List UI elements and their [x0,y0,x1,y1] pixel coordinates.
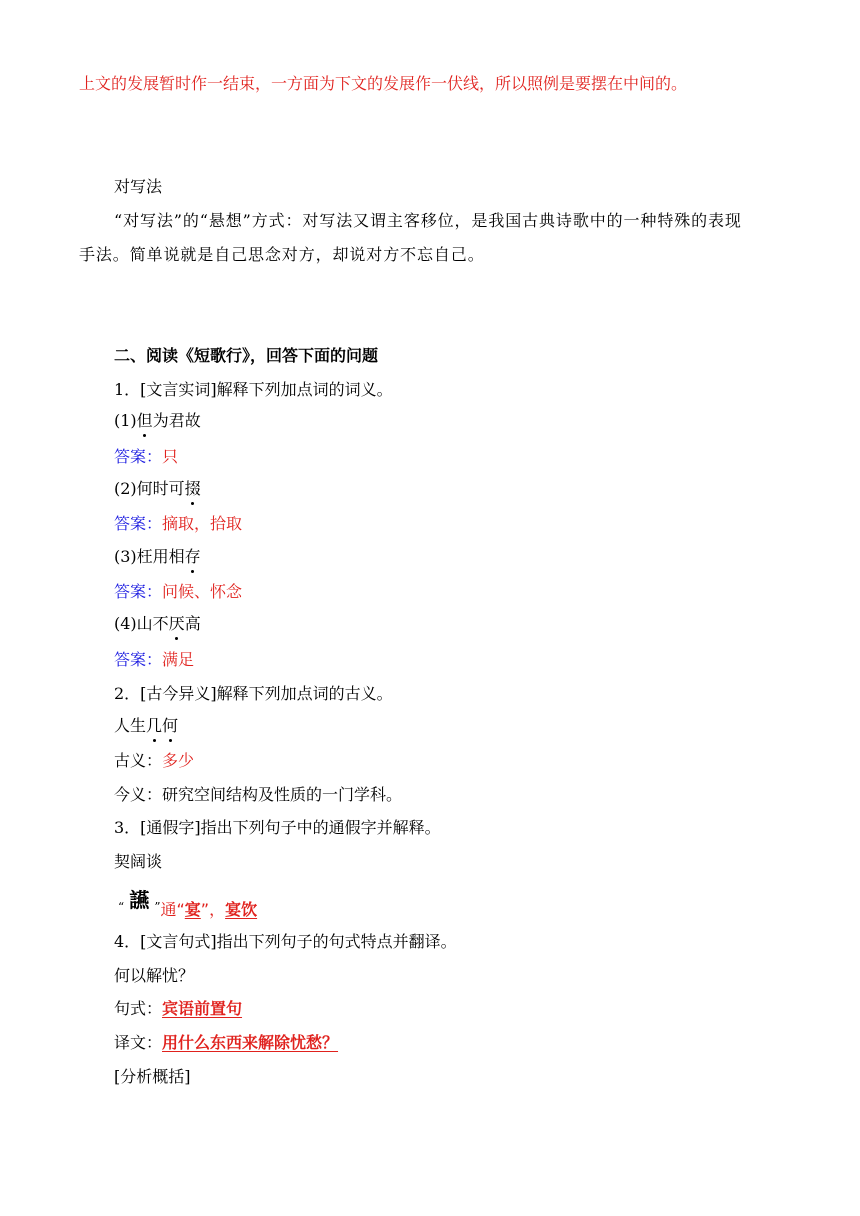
q3-prompt: 3．[通假字]指出下列句子中的通假字并解释。 [114,818,441,837]
q1-item-3-dotted: 存 [184,547,201,566]
answer-label: 答案： [114,447,163,466]
q1-answer-1 [114,447,178,467]
form-value: 宾语前置句 [162,999,243,1018]
answer-label: 答案： [114,514,163,533]
q1-item-1-post: 为君故 [152,411,201,430]
q4-prompt: 4．[文言句式]指出下列句子的句式特点并翻译。 [114,932,457,951]
q1-answer-3 [114,582,242,602]
q1-item-4-pre: (4)山不 [114,614,169,633]
q1-item-1-pre: (1) [114,411,137,430]
tong-meaning: 宴饮 [225,900,258,919]
answer-value: 满足 [162,650,195,669]
q3-answer [118,888,258,921]
q1-item-3-pre: (3)枉用相 [114,547,185,566]
q1-item-4-dotted: 厌 [168,614,185,633]
q4-form [114,999,242,1019]
tong-text: 通“ [160,900,185,919]
q4-translation [114,1033,338,1053]
q2-dotted-2: 何 [162,716,179,735]
q4-sentence: 何以解忧？ [114,966,195,985]
trans-label: 译文： [114,1033,163,1052]
duixie-title: 对写法 [114,177,163,196]
duixie-para-line1: “对写法”的“悬想”方式：对写法又谓主客移位，是我国古典诗歌中的一种特殊的表现 [114,211,742,230]
jin-label: 今义： [114,785,163,804]
tong-char: 宴 [184,900,201,919]
q1-item-1-dotted: 但 [136,411,153,430]
q2-phrase-pre: 人生 [114,716,147,735]
answer-value: 问候、怀念 [162,582,243,601]
q2-prompt: 2．[古今异义]解释下列加点词的古义。 [114,684,393,703]
answer-label: 答案： [114,650,163,669]
trans-value: 用什么东西来解除忧愁？ [162,1033,339,1052]
q1-answer-2 [114,514,242,534]
tong-close: ”， [200,900,226,919]
duixie-para-line2: 手法。简单说就是自己思念对方，却说对方不忘自己。 [79,245,485,264]
q1-item-2 [114,479,201,499]
q1-item-3 [114,547,201,567]
section-heading: 二、阅读《短歌行》，回答下面的问题 [114,346,379,365]
analysis-label: [分析概括] [114,1067,191,1086]
q2-jin [114,785,402,805]
q3-phrase: 契阔谈 [114,852,163,871]
q2-phrase [114,716,178,736]
q1-item-1 [114,411,201,431]
q1-answer-4 [114,650,194,670]
open-quote: “ [118,900,125,914]
q1-item-2-dotted: 掇 [184,479,201,498]
q2-gu [114,751,194,771]
close-quote: ” [154,900,161,914]
tongjia-char: 讌 [129,888,150,912]
gu-value: 多少 [162,751,195,770]
q1-item-2-pre: (2)何时可 [114,479,185,498]
q1-item-4 [114,614,201,634]
gu-label: 古义： [114,751,163,770]
form-label: 句式： [114,999,163,1018]
answer-label: 答案： [114,582,163,601]
q2-dotted-1: 几 [146,716,163,735]
jin-value: 研究空间结构及性质的一门学科。 [162,785,403,804]
intro-line: 上文的发展暂时作一结束，一方面为下文的发展作一伏线，所以照例是要摆在中间的。 [79,74,688,93]
q1-item-4-post: 高 [184,614,201,633]
answer-value: 摘取，拾取 [162,514,243,533]
q1-prompt: 1．[文言实词]解释下列加点词的词义。 [114,380,393,399]
answer-value: 只 [162,447,179,466]
